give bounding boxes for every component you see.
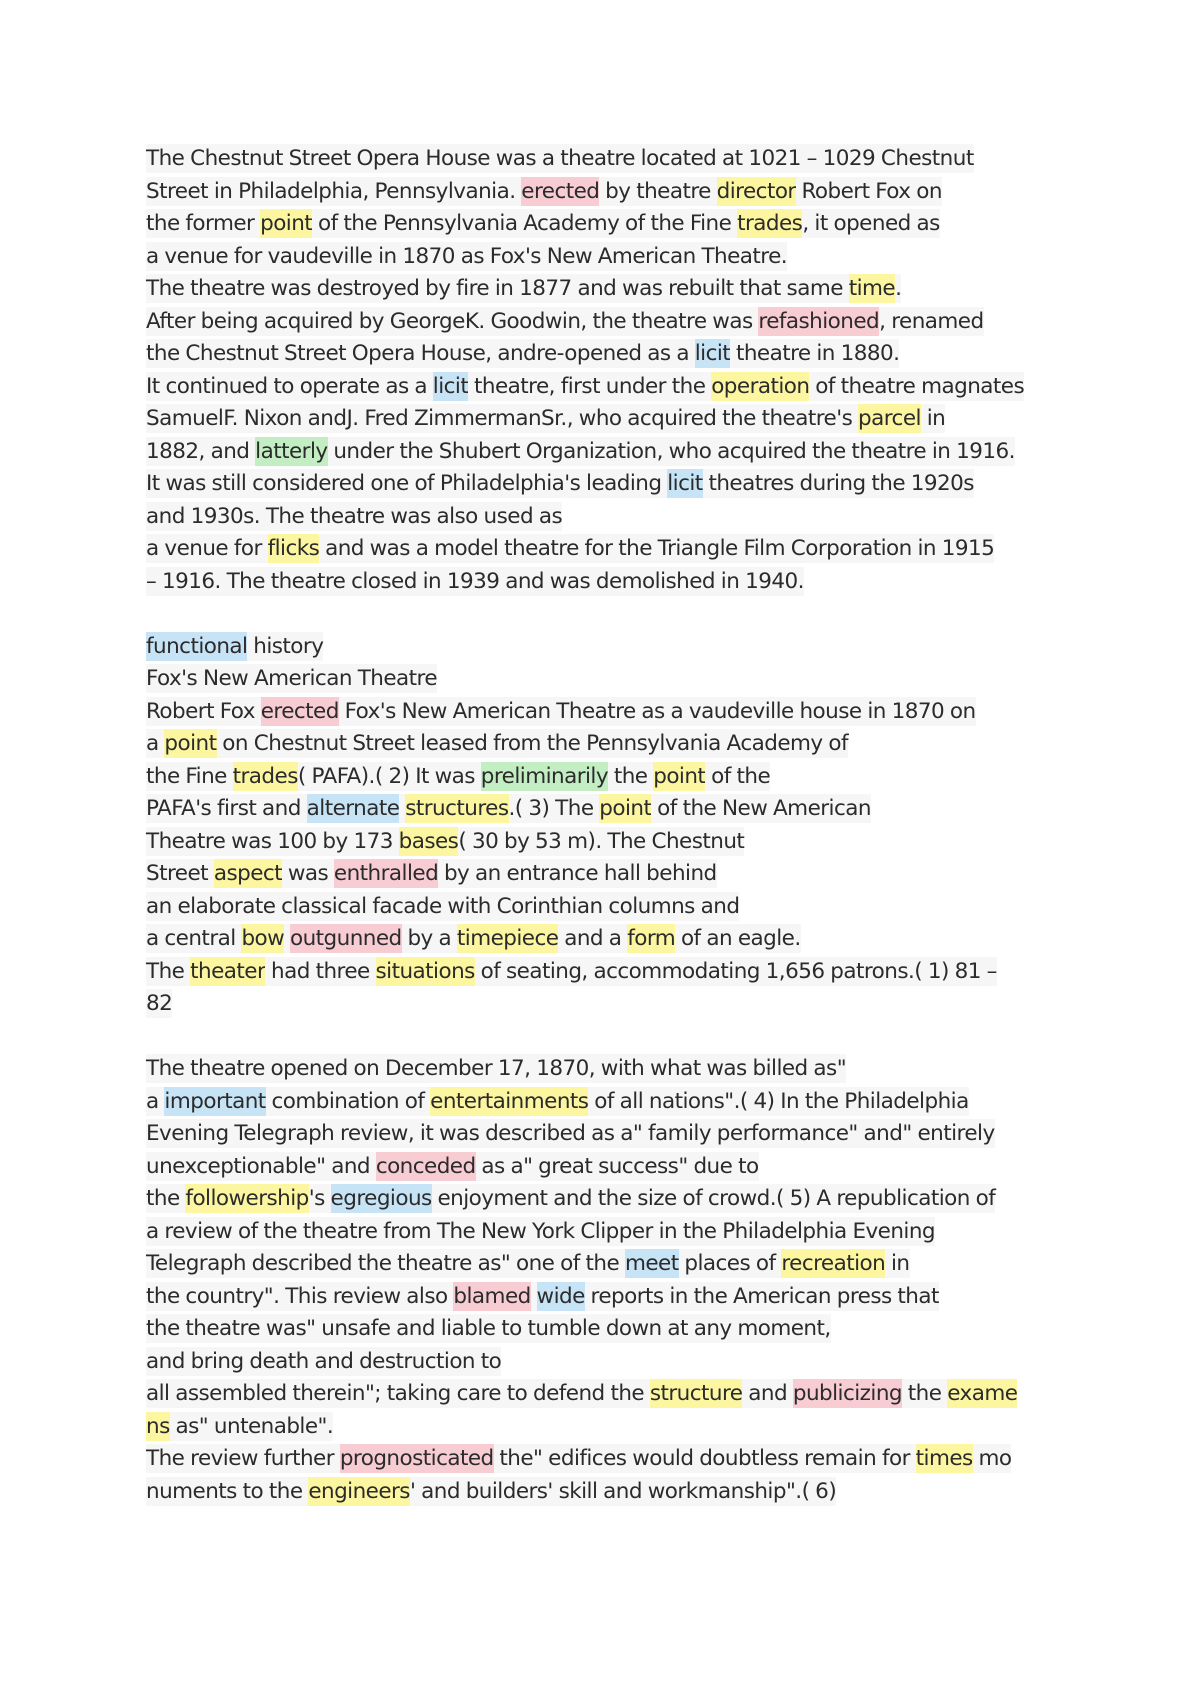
highlighted-word: flicks (267, 536, 320, 561)
text-segment: enjoyment and the size of crowd.( 5) A republication of (431, 1186, 996, 1211)
text-segment: 82 (146, 991, 173, 1016)
highlighted-word: form (627, 926, 676, 951)
text-segment: the theatre was" unsafe and liable to tumble down at any moment, (146, 1316, 831, 1341)
highlighted-word: point (599, 796, 652, 821)
highlighted-word: trades (737, 211, 803, 236)
text-segment: , renamed (879, 308, 984, 334)
document-body-text (146, 143, 1146, 1508)
text-line (146, 468, 1146, 501)
text-line (146, 208, 1146, 241)
highlighted-word: meet (624, 1251, 679, 1276)
text-segment: the country". This review also (146, 1283, 454, 1309)
text-segment: of the New American (651, 796, 871, 821)
text-segment: of the (705, 763, 771, 789)
highlighted-word: engineers (308, 1478, 410, 1504)
text-segment: a review of the theatre from The New York Clipper in the Philadelphia Evening (146, 1218, 936, 1244)
text-line (146, 728, 1146, 761)
highlighted-word: alternate (306, 796, 400, 821)
text-segment: of an eagle. (675, 926, 801, 951)
text-segment: as a" great success" due to (475, 1153, 759, 1179)
highlighted-word: time (848, 276, 896, 301)
text-segment: mo (972, 1446, 1012, 1471)
text-segment: by an entrance hall behind (438, 861, 717, 886)
highlighted-word: structure (649, 1381, 743, 1406)
text-segment: ' and builders' skill and workmanship".( 6) (409, 1478, 837, 1504)
text-line (146, 1216, 1146, 1249)
text-segment: had three (265, 958, 376, 984)
highlighted-word: recreation (781, 1251, 886, 1276)
highlighted-word: latterly (255, 438, 328, 464)
text-segment: unexceptionable" and (146, 1153, 376, 1179)
highlighted-word: blamed (453, 1283, 531, 1309)
text-segment: The (146, 958, 191, 984)
text-segment: combination of (265, 1088, 431, 1114)
text-segment: It was still considered one of Philadelphia's leading (146, 471, 668, 496)
text-segment: reports in the American press that (584, 1283, 939, 1309)
highlighted-word: situations (375, 958, 475, 984)
blank-line (146, 598, 1146, 631)
text-segment: of seating, accommodating 1,656 patrons.( 1) 81 – (474, 958, 997, 984)
highlighted-word: director (716, 178, 796, 204)
text-segment: on Chestnut Street leased from the Pennsylvania Academy of (216, 731, 848, 756)
text-line (146, 1086, 1146, 1119)
highlighted-word: followership (185, 1186, 309, 1211)
highlighted-word: licit (432, 373, 469, 399)
highlighted-word: preliminarily (480, 763, 609, 789)
text-segment: 1882, and (146, 438, 256, 464)
text-segment: SamuelF. Nixon andJ. Fred ZimmermanSr., who acquired the theatre's (146, 406, 859, 431)
highlighted-word: entertainments (430, 1088, 589, 1114)
text-segment: the former (146, 211, 261, 236)
text-segment: .( 3) The (508, 796, 600, 821)
highlighted-word: conceded (375, 1153, 476, 1179)
text-line (146, 858, 1146, 891)
text-segment: by theatre (599, 178, 717, 204)
highlighted-word: ns (146, 1413, 170, 1439)
highlighted-word: operation (711, 373, 810, 399)
text-segment: and 1930s. The theatre was also used as (146, 503, 563, 529)
highlighted-word: egregious (330, 1186, 432, 1211)
text-segment: , it opened as (802, 211, 940, 236)
text-segment: and a (558, 926, 628, 951)
text-segment: Evening Telegraph review, it was described as a" family performance" and" entirely (146, 1121, 995, 1146)
highlighted-word: bases (398, 828, 459, 854)
highlighted-word: timepiece (456, 926, 559, 951)
highlighted-word: prognosticated (339, 1446, 494, 1471)
text-segment (531, 1282, 537, 1311)
text-segment: of the Pennsylvania Academy of the Fine (312, 211, 738, 236)
text-line (146, 403, 1146, 436)
text-segment: and bring death and destruction to (146, 1348, 502, 1374)
text-segment: The theatre opened on December 17, 1870, with what was billed as" (146, 1056, 847, 1081)
text-line (146, 826, 1146, 859)
text-line (146, 436, 1146, 469)
text-segment: of all nations".( 4) In the Philadelphia (588, 1088, 969, 1114)
text-segment: the Chestnut Street Opera House, andre-opened as a (146, 341, 695, 366)
text-segment: and (742, 1381, 793, 1406)
text-segment: Street in Philadelphia, Pennsylvania. (146, 178, 522, 204)
highlighted-word: outgunned (289, 926, 402, 951)
highlighted-word: bow (241, 926, 285, 951)
text-segment: a venue for vaudeville in 1870 as Fox's New American Theatre. (146, 243, 788, 269)
text-segment: The review further (146, 1446, 340, 1471)
text-line (146, 1281, 1146, 1314)
highlighted-word: point (260, 211, 313, 236)
highlighted-word: erected (521, 178, 600, 204)
text-line (146, 696, 1146, 729)
text-segment: ( PAFA).( 2) It was (297, 763, 481, 789)
text-segment: was (282, 861, 334, 886)
highlighted-word: point (164, 731, 217, 756)
text-line (146, 1118, 1146, 1151)
text-line (146, 533, 1146, 566)
text-segment: theatre, first under the (468, 373, 712, 399)
text-segment: theatre in 1880. (730, 341, 900, 366)
highlighted-word: erected (260, 698, 339, 724)
text-segment: by a (401, 926, 457, 951)
text-line (146, 1476, 1146, 1509)
text-segment: The Chestnut Street Opera House was a theatre located at 1021 – 1029 Chestnut (146, 146, 974, 171)
blank-line (146, 1021, 1146, 1054)
text-segment: a venue for (146, 536, 268, 561)
text-segment: as" untenable". (169, 1413, 334, 1439)
text-segment: Fox's New American Theatre (146, 666, 438, 691)
text-line (146, 306, 1146, 339)
highlighted-word: aspect (213, 861, 283, 886)
text-segment: the" edifices would doubtless remain for (493, 1446, 916, 1471)
text-line (146, 1313, 1146, 1346)
text-segment: under the Shubert Organization, who acquired the theatre in 1916. (327, 438, 1015, 464)
text-segment: a central (146, 926, 242, 951)
text-segment: Telegraph described the theatre as" one of the (146, 1251, 625, 1276)
text-segment: a (146, 731, 165, 756)
highlighted-word: structures (405, 796, 509, 821)
text-segment: history (247, 633, 324, 659)
text-line (146, 956, 1146, 989)
text-line (146, 371, 1146, 404)
text-line (146, 891, 1146, 924)
text-line (146, 176, 1146, 209)
text-segment: numents to the (146, 1478, 309, 1504)
text-line (146, 988, 1146, 1021)
highlighted-word: exame (947, 1381, 1018, 1406)
text-segment: Street (146, 861, 214, 886)
highlighted-word: important (164, 1088, 266, 1114)
text-line (146, 1053, 1146, 1086)
text-segment: a (146, 1088, 165, 1114)
highlighted-word: theater (190, 958, 266, 984)
highlighted-word: parcel (858, 406, 921, 431)
text-segment: in (920, 406, 946, 431)
text-line (146, 566, 1146, 599)
text-line (146, 1443, 1146, 1476)
text-line (146, 923, 1146, 956)
text-segment: places of (678, 1251, 782, 1276)
text-line (146, 631, 1146, 664)
text-line (146, 1151, 1146, 1184)
text-line (146, 1183, 1146, 1216)
text-line (146, 761, 1146, 794)
text-line (146, 501, 1146, 534)
highlighted-word: licit (667, 471, 703, 496)
text-line (146, 1248, 1146, 1281)
text-segment: Robert Fox (146, 698, 261, 724)
text-segment: in (885, 1251, 910, 1276)
text-segment: and was a model theatre for the Triangle Film Corporation in 1915 (319, 536, 995, 561)
text-segment: It continued to operate as a (146, 373, 433, 399)
text-segment: the Fine (146, 763, 233, 789)
highlighted-word: publicizing (792, 1381, 903, 1406)
text-line (146, 793, 1146, 826)
text-segment: Fox's New American Theatre as a vaudeville house in 1870 on (338, 698, 976, 724)
text-segment: the (902, 1381, 948, 1406)
text-segment: Theatre was 100 by 173 (146, 828, 399, 854)
text-line (146, 241, 1146, 274)
highlighted-word: trades (232, 763, 298, 789)
text-line (146, 273, 1146, 306)
text-segment: theatres during the 1920s (702, 471, 974, 496)
highlighted-word: functional (146, 633, 248, 659)
text-line (146, 1411, 1146, 1444)
text-line (146, 143, 1146, 176)
text-segment: of theatre magnates (809, 373, 1025, 399)
highlighted-word: refashioned (758, 308, 880, 334)
text-line (146, 338, 1146, 371)
text-segment: PAFA's first and (146, 796, 307, 821)
highlighted-word: wide (536, 1283, 585, 1309)
text-segment: an elaborate classical facade with Corinthian columns and (146, 893, 740, 919)
text-segment: – 1916. The theatre closed in 1939 and was demolished in 1940. (146, 568, 804, 594)
text-line (146, 1378, 1146, 1411)
highlighted-word: point (653, 763, 706, 789)
text-segment: ( 30 by 53 m). The Chestnut (458, 828, 745, 854)
highlighted-word: times (915, 1446, 973, 1471)
highlighted-word: licit (694, 341, 731, 366)
text-segment: The theatre was destroyed by fire in 1877 and was rebuilt that same (146, 276, 849, 301)
text-segment: all assembled therein"; taking care to defend the (146, 1381, 650, 1406)
text-segment: 's (308, 1186, 331, 1211)
text-segment: Robert Fox on (795, 178, 942, 204)
text-line (146, 663, 1146, 696)
highlighted-word: enthralled (333, 861, 439, 886)
text-segment: After being acquired by GeorgeK. Goodwin, the theatre was (146, 308, 759, 334)
text-segment: the (146, 1186, 186, 1211)
text-line (146, 1346, 1146, 1379)
text-segment: . (895, 276, 902, 301)
text-segment: the (608, 763, 654, 789)
